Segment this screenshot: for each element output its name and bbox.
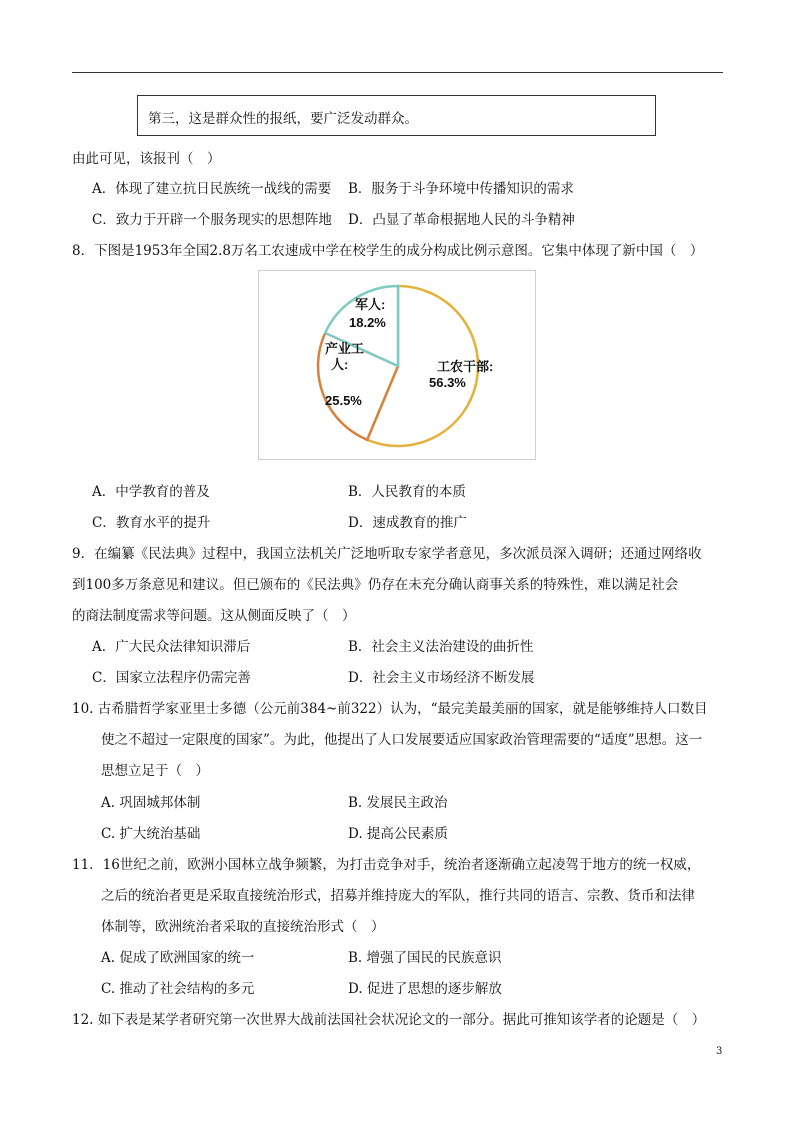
q10-line1: 10. 古希腊哲学家亚里士多德（公元前384~前322）认为，“最完美最美丽的国家，就是能够维持人口数目 — [72, 701, 708, 717]
q11-line1: 11．16世纪之前，欧洲小国林立战争频繁，为打击竞争对手，统治者逐渐确立起凌驾于地方的统一权威， — [72, 857, 701, 873]
pie-value-junren: 18.2% — [349, 315, 386, 330]
q8-stem: 8．下图是1953年全国2.8万名工农速成中学在校学生的成分构成比例示意图。它集中体现了新中国（ ） — [72, 243, 704, 259]
q9-option-d: D．社会主义市场经济不断发展 — [348, 670, 535, 686]
q9-option-c: C．国家立法程序仍需完善 — [92, 670, 251, 686]
q7-option-b: B．服务于斗争环境中传播知识的需求 — [348, 181, 574, 197]
q8-option-b: B．人民教育的本质 — [348, 484, 466, 500]
q11-line3: 体制等，欧洲统治者采取的直接统治形式（ ） — [101, 919, 385, 935]
q10-line3: 思想立足于（ ） — [101, 763, 209, 779]
q11-option-b: B. 增强了国民的民族意识 — [348, 950, 502, 966]
q7-option-a: A．体现了建立抗日民族统一战线的需要 — [92, 181, 332, 197]
header-rule — [72, 72, 723, 73]
q9-option-a: A．广大民众法律知识滞后 — [92, 639, 251, 655]
q10-option-b: B. 发展民主政治 — [348, 795, 448, 811]
quote-box — [137, 95, 656, 136]
pie-label-ganbu: 工农干部: — [437, 359, 494, 374]
q10-option-a: A. 巩固城邦体制 — [101, 795, 201, 811]
q7-option-c: C．致力于开辟一个服务现实的思想阵地 — [92, 212, 332, 228]
q11-option-a: A. 促成了欧洲国家的统一 — [101, 950, 255, 966]
q8-option-d: D．速成教育的推广 — [348, 515, 467, 531]
pie-value-ganbu: 56.3% — [429, 375, 466, 390]
pie-label-gongren-line0: 产业工 — [325, 341, 365, 356]
pie-label-junren: 军人: — [355, 297, 386, 312]
page-number: 3 — [716, 1046, 723, 1057]
q8-option-a: A．中学教育的普及 — [92, 484, 210, 500]
q11-line2: 之后的统治者更是采取直接统治形式，招募并维持庞大的军队，推行共同的语言、宗教、货币和法律 — [101, 888, 695, 904]
pie-label-gongren-line1: 人: — [331, 357, 349, 372]
q11-option-c: C. 推动了社会结构的多元 — [101, 981, 255, 997]
quote-text: 第三，这是群众性的报纸，要广泛发动群众。 — [148, 111, 418, 127]
q9-option-b: B．社会主义法治建设的曲折性 — [348, 639, 534, 655]
q9-line1: 9．在编纂《民法典》过程中，我国立法机关广泛地听取专家学者意见，多次派员深入调研；还通过网络收 — [72, 546, 702, 562]
q9-line2: 到100多万条意见和建议。但已颁布的《民法典》仍存在未充分确认商事关系的特殊性，难以满足社会 — [72, 577, 679, 593]
q10-line2: 使之不超过一定限度的国家”。为此，他提出了人口发展要适应国家政治管理需要的“适度”思想。这一 — [101, 732, 703, 748]
pie-value-gongren: 25.5% — [325, 393, 362, 408]
q8-option-c: C．教育水平的提升 — [92, 515, 211, 531]
q7-stem: 由此可见，该报刊（ ） — [72, 151, 221, 167]
q10-option-c: C. 扩大统治基础 — [101, 826, 201, 842]
q9-line3: 的商法制度需求等问题。这从侧面反映了（ ） — [72, 608, 356, 624]
q12-line1: 12. 如下表是某学者研究第一次世界大战前法国社会状况论文的一部分。据此可推知该学者的论题是（ ） — [72, 1012, 706, 1028]
pie-chart-svg — [259, 271, 537, 461]
q10-option-d: D. 提高公民素质 — [348, 826, 448, 842]
q7-option-d: D．凸显了革命根据地人民的斗争精神 — [348, 212, 575, 228]
pie-chart — [258, 270, 536, 460]
q11-option-d: D. 促进了思想的逐步解放 — [348, 981, 502, 997]
